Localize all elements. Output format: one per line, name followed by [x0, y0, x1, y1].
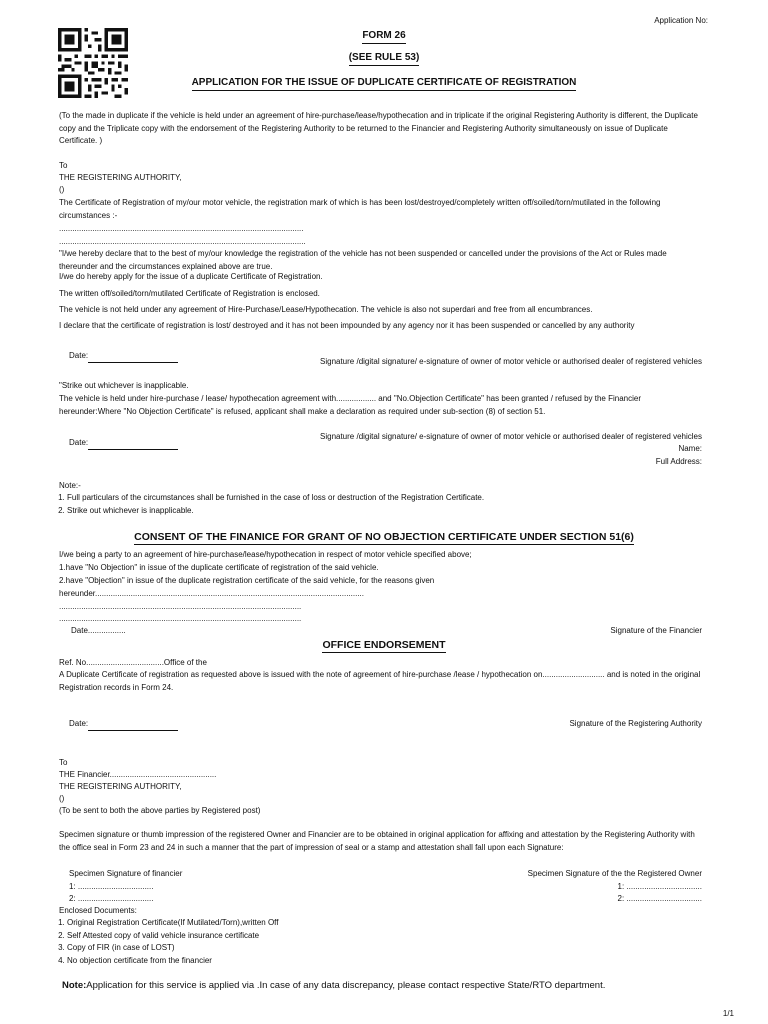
financier-sig-2: 2: ..................................	[69, 894, 154, 903]
consent-line-2: 1.have "No Objection" in issue of the duplicate certificate of registration of the said vehicle.	[59, 563, 379, 572]
to-label-2: To	[59, 758, 68, 767]
enclosed-label: Enclosed Documents:	[59, 906, 137, 915]
date-field-3[interactable]: Date:	[69, 718, 178, 731]
application-no-label: Application No:	[654, 16, 708, 25]
hire-purchase-paragraph: The vehicle is held under hire-purchase / lease/ hypothecation agreement with.................. and "No.Objection Certificate" has been granted / refused by the Financier hereunder:Where "No Objection Certificate" is refused, applicant shall make a declaration as required under sub-section (8) of section 51.	[59, 394, 641, 416]
footer-note: Note:Application for this service is applied via .In case of any data discrepancy, please contact respective State/RTO department.	[62, 980, 606, 991]
note-label: Note:-	[59, 481, 81, 490]
note-item: 1. Full particulars of the circumstances shall be furnished in the case of loss or destruction of the Registration Certificate.	[67, 492, 484, 505]
date-field-1[interactable]: Date:	[69, 350, 178, 363]
consent-line-1: I/we being a party to an agreement of hire-purchase/lease/hypothecation in respect of motor vehicle specified above;	[59, 550, 472, 559]
page-number: 1/1	[722, 1009, 734, 1018]
registering-authority-2: THE REGISTERING AUTHORITY,	[59, 782, 182, 791]
financier-line: THE Financier................................................	[59, 770, 217, 779]
rule-label: (SEE RULE 53)	[349, 52, 420, 66]
financier-signature-label: Signature of the Financier	[610, 626, 702, 635]
form-title: FORM 26	[362, 30, 405, 44]
specimen-owner-label: Specimen Signature of the the Registered Owner	[527, 869, 702, 878]
specimen-paragraph: Specimen signature or thumb impression of the registered Owner and Financier are to be obtained in original application for affixing and attestation by the Registering Authority with the office seal in Form 23 and 24 in such a manner that the part of impression of seal or a stamp and attestation shall fall upon each Signature:	[59, 830, 695, 852]
authority-paren: ()	[59, 185, 65, 194]
consent-date: Date.................	[71, 626, 126, 635]
enclosed-item: 4. No objection certificate from the financier	[67, 955, 278, 968]
authority-signature-label: Signature of the Registering Authority	[569, 719, 702, 728]
enclosed-item: 2. Self Attested copy of valid vehicle insurance certificate	[67, 930, 278, 943]
ref-no-line: Ref. No...................................Office of the	[59, 658, 207, 667]
dotted-line-1: ..............................................................................................................	[59, 224, 304, 233]
strike-note: "Strike out whichever is inapplicable.	[59, 381, 189, 390]
date-field-2[interactable]: Date:	[69, 437, 178, 450]
consent-line-4: hereunder.........................................................................................................................	[59, 589, 364, 598]
apply-statement: I/we do hereby apply for the issue of a duplicate Certificate of Registration.	[59, 272, 323, 281]
consent-heading: CONSENT OF THE FINANICE FOR GRANT OF NO OBJECTION CERTIFICATE UNDER SECTION 51(6)	[134, 531, 634, 543]
enclosed-list	[51, 917, 278, 967]
specimen-financier-label: Specimen Signature of financier	[69, 869, 183, 878]
registered-post-note: (To be sent to both the above parties by Registered post)	[59, 806, 261, 815]
full-address-label: Full Address:	[655, 457, 702, 466]
circumstances-paragraph: The Certificate of Registration of my/our motor vehicle, the registration mark of which is has been lost/destroyed/completely written off/soiled/torn/mutilated in the following circumstances :-	[59, 198, 661, 220]
office-endorsement-heading: OFFICE ENDORSEMENT	[322, 639, 446, 651]
notes-list	[51, 492, 484, 517]
note-item: 2. Strike out whichever is inapplicable.	[67, 505, 484, 518]
consent-line-6: .............................................................................................................	[59, 614, 302, 623]
financier-sig-1: 1: ..................................	[69, 882, 154, 891]
enclosed-item: 1. Original Registration Certificate(If Mutilated/Torn),written Off	[67, 917, 278, 930]
name-label: Name:	[678, 444, 702, 453]
main-title: APPLICATION FOR THE ISSUE OF DUPLICATE CERTIFICATE OF REGISTRATION	[192, 77, 577, 91]
lost-declaration: I declare that the certificate of registration is lost/ destroyed and it has not been impounded by any agency nor it has been suspended or cancelled by any authority	[59, 321, 635, 330]
consent-line-3: 2.have "Objection" in issue of the duplicate registration certificate of the said vehicle, for the reasons given	[59, 576, 435, 585]
enclosed-item: 3. Copy of FIR (in case of LOST)	[67, 942, 278, 955]
to-label: To	[59, 161, 68, 170]
intro-text: (To the made in duplicate if the vehicle is held under an agreement of hire-purchase/lease/hypothecation and in triplicate if the original Registering Authority is different, the Duplicate copy and the Triplicate copy with the endorsement of the Registering Authority to be returned to the Financier and Registering Authority simultaneously on issue of Duplicate Certificate. )	[59, 111, 698, 145]
owner-signature-label-1: Signature /digital signature/ e-signature of owner of motor vehicle or authorised dealer of registered vehicles	[320, 357, 702, 366]
enclosed-statement: The written off/soiled/torn/mutilated Certificate of Registration is enclosed.	[59, 289, 320, 298]
consent-line-5: .............................................................................................................	[59, 602, 302, 611]
registering-authority: THE REGISTERING AUTHORITY,	[59, 173, 182, 182]
owner-sig-1: 1: ..................................	[617, 882, 702, 891]
declaration-paragraph: "I/we hereby declare that to the best of my/our knowledge the registration of the vehicle has not been suspended or cancelled under the provisions of the Act or Rules made thereunder and the circumstances explained above are true.	[59, 249, 667, 271]
owner-sig-2: 2: ..................................	[617, 894, 702, 903]
authority-paren-2: ()	[59, 794, 65, 803]
no-agreement-statement: The vehicle is not held under any agreement of Hire-Purchase/Lease/Hypothecation. The vehicle is also not superdari and free from all encumbrances.	[59, 305, 593, 314]
owner-signature-label-2: Signature /digital signature/ e-signature of owner of motor vehicle or authorised dealer of registered vehicles	[320, 432, 702, 441]
endorsement-paragraph: A Duplicate Certificate of registration as requested above is issued with the note of agreement of hire-purchase /lease / hypothecation on............................ and is noted in the original Registration records in Form 24.	[59, 670, 701, 692]
dotted-line-2: ...............................................................................................................	[59, 237, 306, 246]
